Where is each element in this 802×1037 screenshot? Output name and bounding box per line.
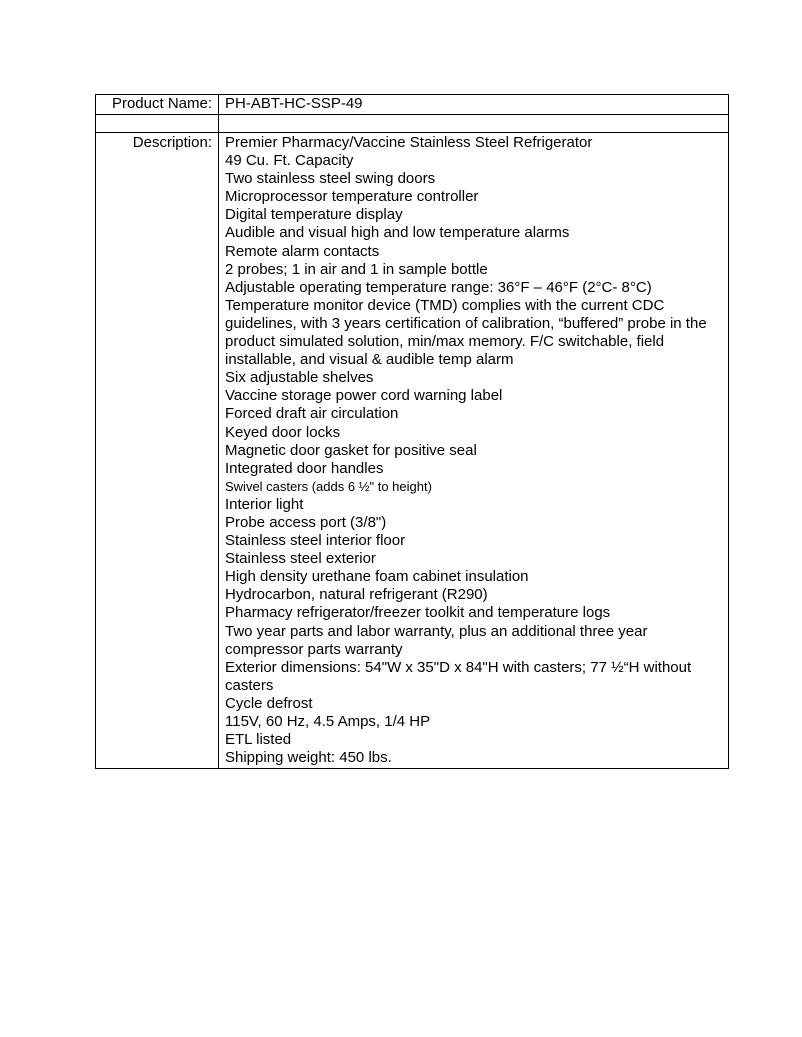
- description-item: Hydrocarbon, natural refrigerant (R290): [225, 586, 488, 604]
- description-item: Swivel casters (adds 6 ½" to height): [225, 478, 432, 494]
- description-item: 2 probes; 1 in air and 1 in sample bottle: [225, 260, 488, 278]
- description-item: Keyed door locks: [225, 423, 341, 441]
- description-item: Digital temperature display: [225, 206, 403, 224]
- product-name-value: PH-ABT-HC-SSP-49: [219, 95, 729, 115]
- description-item: Magnetic door gasket for positive seal: [225, 441, 477, 459]
- description-item: 115V, 60 Hz, 4.5 Amps, 1/4 HP: [225, 713, 431, 730]
- description-item: Premier Pharmacy/Vaccine Stainless Steel Refrigerator: [225, 134, 593, 151]
- description-item: Audible and visual high and low temperature alarms: [225, 224, 570, 242]
- description-row: [96, 133, 729, 769]
- description-item: Remote alarm contacts: [225, 242, 380, 260]
- description-item: Adjustable operating temperature range: 36°F – 46°F (2°C- 8°C): [225, 278, 652, 296]
- product-name-row: [96, 95, 729, 115]
- description-label: Description:: [96, 133, 219, 769]
- description-item: Stainless steel interior floor: [225, 532, 406, 550]
- description-item: Probe access port (3/8"): [225, 513, 387, 531]
- description-item: Interior light: [225, 495, 304, 513]
- description-item: Cycle defrost: [225, 694, 313, 712]
- description-item: Two year parts and labor warranty, plus an additional three year compressor parts warranty: [225, 622, 648, 658]
- description-item: Exterior dimensions: 54"W x 35"D x 84"H with casters; 77 ½“H without casters: [225, 658, 692, 694]
- product-spec-table: [95, 94, 729, 769]
- description-item: High density urethane foam cabinet insulation: [225, 568, 529, 586]
- description-item: Vaccine storage power cord warning label: [225, 387, 503, 405]
- description-item: Two stainless steel swing doors: [225, 170, 436, 188]
- description-item: Six adjustable shelves: [225, 369, 374, 387]
- description-item: Shipping weight: 450 lbs.: [225, 749, 392, 767]
- description-item: Stainless steel exterior: [225, 550, 376, 568]
- description-list: [219, 133, 729, 769]
- description-item: Pharmacy refrigerator/freezer toolkit and temperature logs: [225, 604, 611, 622]
- description-item: ETL listed: [225, 731, 292, 749]
- empty-cell: [96, 115, 219, 133]
- description-item: Integrated door handles: [225, 459, 384, 477]
- product-name-label: Product Name:: [96, 95, 219, 115]
- description-item: Temperature monitor device (TMD) complies with the current CDC guidelines, with 3 years certification of calibration, “buffered” probe in the product simulated solution, min/max memory. F/C switchable, field installable, and visual & audible temp alarm: [225, 296, 707, 369]
- description-item: Forced draft air circulation: [225, 405, 399, 423]
- description-item: 49 Cu. Ft. Capacity: [225, 152, 354, 170]
- empty-cell: [219, 115, 729, 133]
- description-item: Microprocessor temperature controller: [225, 188, 479, 206]
- empty-row: [96, 115, 729, 133]
